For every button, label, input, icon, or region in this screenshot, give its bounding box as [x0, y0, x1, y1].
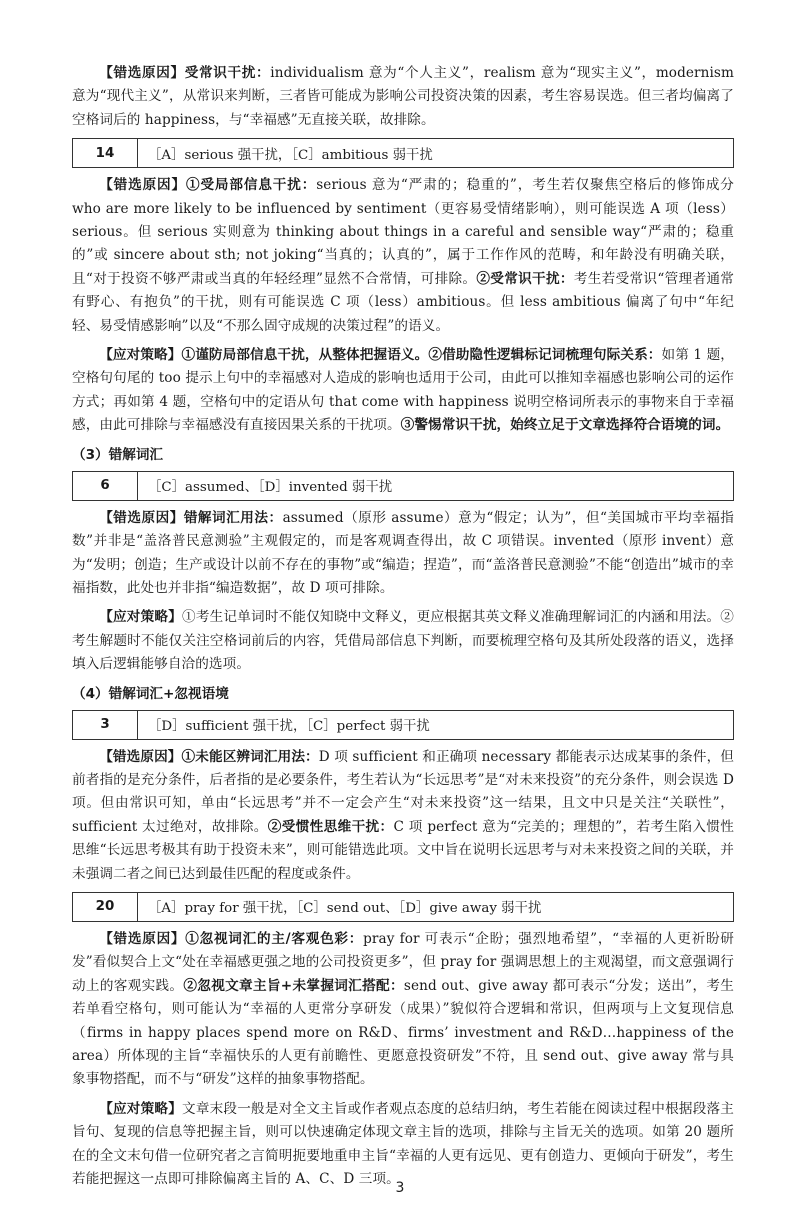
question-box	[72, 138, 734, 168]
question-box	[72, 710, 734, 740]
section-heading: （3）错解词汇	[72, 446, 164, 463]
distractor-options: ［A］serious 强干扰，［C］ambitious 弱干扰	[148, 147, 433, 163]
bold-run: 【应对策略】	[99, 609, 183, 626]
paragraph	[72, 507, 734, 601]
bold-run: ②受常识干扰：	[476, 270, 574, 287]
paragraph	[72, 62, 734, 132]
text-run: serious 意为“严肃的；稳重的”，考生若仅聚焦空格后的修饰成分 who are more likely to be influenced by sentiment（更容易受情绪影响），则可能误选 A 项（less）serious。但 serious 实则意为 thinking about things in a careful and sensible way“严肃的；稳重的”或 sincere about sth; not joking“当真的；认真的”，属于工作作风的范畴，和年龄没有明确关联，且“对于投资不够严肃或当真的年轻经理”显然不合常情，可排除。	[72, 177, 735, 287]
question-number: 3	[73, 711, 138, 739]
text-run: assumed（原形 assume）意为“假定；认为”，但“美国城市平均幸福指数”并非是“盖洛普民意测验”主观假定的，而是客观调查得出，故 C 项错误。invented（原形 invent）意为“发明；创造；生产或设计以前不存在的事物”或“编造；捏造”，而“盖洛普民意测验”不能“创造出”城市的幸福指数，此处也并非指“编造数据”，故 D 项可排除。	[72, 509, 734, 596]
bold-run: ②忽视文章主旨+未掌握词汇搭配：	[183, 977, 404, 994]
bold-run: ③警惕常识干扰，始终立足于文章选择符合语境的词。	[400, 417, 730, 434]
section-heading: （4）错解词汇+忽视语境	[72, 685, 229, 702]
distractor-options: ［D］sufficient 强干扰，［C］perfect 弱干扰	[148, 719, 430, 735]
page-content	[72, 62, 734, 1197]
text-run: D 项 sufficient 和正确项 necessary 都能表示达成某事的条件，但前者指的是充分条件，后者指的是必要条件，考生若认为“长远思考”是“对未来投资”的充分条件，则会误选 D 项。但由常识可知，单由“长远思考”并不一定会产生“对未来投资”这一结果，且文中只是关注“关联性”，sufficient 太过绝对，故排除。	[72, 748, 734, 835]
paragraph	[72, 928, 734, 1092]
text-run: C 项 perfect 意为“完美的；理想的”，若考生陷入惯性思维“长远思考极其有助于投资未来”，则可能错选此项。文中旨在说明长远思考与对未来投资之间的关联，并未强调二者之间已达到最佳匹配的程度或条件。	[72, 818, 734, 882]
page-number: 3	[395, 1180, 405, 1196]
paragraph	[72, 344, 734, 438]
bold-run: 【应对策略】	[99, 1100, 183, 1117]
text-run: 文章末段一般是对全文主旨或作者观点态度的总结归纳，考生若能在阅读过程中根据段落主旨句、复现的信息等把握主旨，则可以快速确定体现文章主旨的选项，排除与主旨无关的选项。如第 20 题所在的全文末句借一位研究者之言简明扼要地重申主旨“幸福的人更有远见、更有创造力、更倾向于研发”，考生若能把握这一点即可排除偏离主旨的 A、C、D 三项。	[72, 1100, 735, 1188]
bold-run: ②受惯性思维干扰：	[267, 818, 394, 835]
text-run: ①考生记单词时不能仅知晓中文释义，更应根据其英文释义准确理解词汇的内涵和用法。②考生解题时不能仅关注空格词前后的内容，凭借局部信息下判断，而要梳理空格句及其所处段落的语义，选择填入后逻辑能够自洽的选项。	[72, 609, 735, 673]
paragraph	[72, 174, 734, 338]
paragraph	[72, 746, 734, 886]
bold-run: 【错选原因】错解词汇用法：	[99, 509, 283, 526]
question-box	[72, 471, 734, 501]
text-run: 考生若受常识“管理者通常有野心、有抱负”的干扰，则有可能误选 C 项（less）ambitious。但 less ambitious 偏离了句中“年纪轻、易受情感影响”以及“不那么固守成规的决策过程”的语义。	[72, 270, 734, 334]
question-number: 20	[73, 893, 138, 921]
paragraph	[72, 1098, 734, 1192]
text-run: pray for 可表示“企盼；强烈地希望”，“幸福的人更祈盼研发”看似契合上文“处在幸福感更强之地的公司投资更多”，但 pray for 强调思想上的主观渴望，而文意强调行动上的客观实践。	[72, 930, 734, 994]
bold-run: 【错选原因】①未能区辨词汇用法：	[99, 748, 319, 765]
bold-run: 【应对策略】①谨防局部信息干扰，从整体把握语义。②借助隐性逻辑标记词梳理句际关系：	[99, 347, 662, 364]
bold-run: 【错选原因】①忽视词汇的主/客观色彩：	[99, 930, 364, 947]
distractor-options: ［C］assumed、［D］invented 弱干扰	[148, 480, 393, 496]
bold-run: 【错选原因】受常识干扰：	[99, 65, 271, 81]
text-run: 如第 1 题，空格句句尾的 too 提示上句中的幸福感对人造成的影响也适用于公司，由此可以推知幸福感也影响公司的运作方式；再如第 4 题，空格句中的定语从句 that come with happiness 说明空格词所表示的事物来自于幸福感，由此可排除与幸福感没有直接因果关系的干扰项。	[72, 347, 734, 434]
bold-run: 【错选原因】①受局部信息干扰：	[99, 177, 317, 194]
distractor-options: ［A］pray for 强干扰，［C］send out、［D］give away 弱干扰	[148, 901, 542, 917]
paragraph	[72, 606, 734, 676]
text-run: send out、give away 都可表示“分发；送出”，考生若单看空格句，则可能认为“幸福的人更常分享研发（成果）”貌似符合逻辑和常识，但两项与上文复现信息（firms in happy places spend more on R&D、firms’ investment and R&D…happiness of the area）所体现的主旨“幸福快乐的人更有前瞻性、更愿意投资研发”不符，且 send out、give away 常与具象事物搭配，而不与“研发”这样的抽象事物搭配。	[72, 977, 734, 1088]
question-number: 14	[73, 139, 138, 167]
question-box	[72, 892, 734, 922]
question-number: 6	[73, 472, 138, 500]
text-run: individualism 意为“个人主义”，realism 意为“现实主义”，modernism 意为“现代主义”，从常识来判断，三者皆可能成为影响公司投资决策的因素，考生容易误选。但三者均偏离了空格词后的 happiness，与“幸福感”无直接关联，故排除。	[72, 65, 735, 128]
